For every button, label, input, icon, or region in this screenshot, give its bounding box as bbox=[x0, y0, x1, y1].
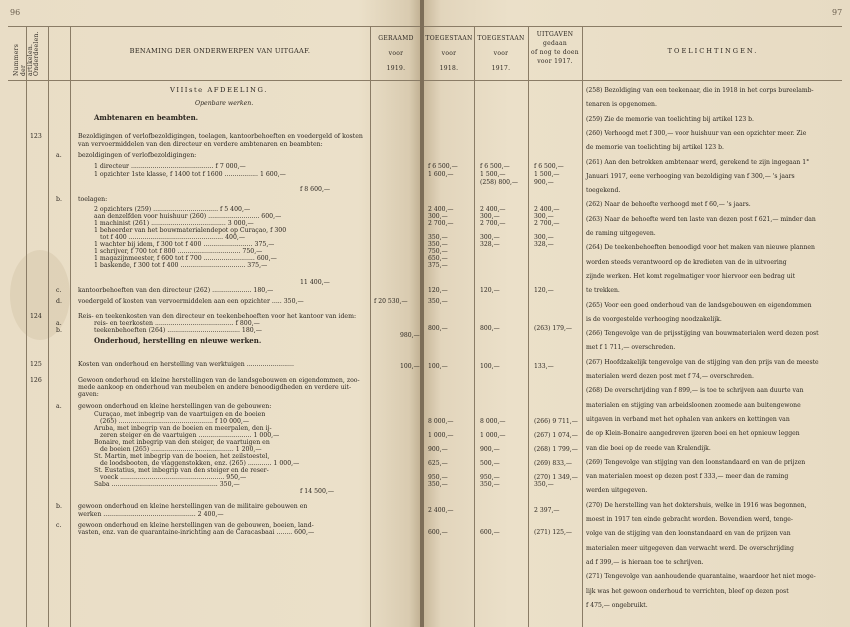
line-item: van vervoermiddelen van den directeur en verdere ambtenaren en beambten: bbox=[78, 141, 323, 148]
line-item: de loodsbooten, de vlaggenstokken, enz. (265) ............ 1 000,— bbox=[100, 460, 300, 467]
toegestaan-1917-value: 328,— bbox=[480, 241, 500, 248]
article-number: 124 bbox=[30, 313, 42, 320]
toegestaan-1917-value: 120,— bbox=[480, 287, 500, 294]
col-header-toegestaan-1917: TOEGESTAAN voor 1917. bbox=[477, 35, 525, 72]
header-bottom-rule bbox=[424, 80, 842, 81]
geraamd-value: f 20 530,— bbox=[374, 298, 408, 305]
line-item: gewoon onderhoud en kleine herstellingen van de gebouwen, boeien, land- bbox=[78, 522, 314, 529]
uitgaven-value: 120,— bbox=[534, 287, 554, 294]
line-item: bezoldigingen of verlofbezoldigingen: bbox=[78, 152, 197, 159]
explanatory-note: lijk was het gewoon onderhoud te verrichten, bleef op dezen post bbox=[586, 587, 789, 595]
toegestaan-1918-value: 100,— bbox=[428, 363, 448, 370]
line-item: de boeien (265) .......................................... 1 200,— bbox=[100, 446, 262, 453]
toegestaan-1917-value: 1 500,— bbox=[480, 171, 506, 178]
toegestaan-1917-value: 900,— bbox=[480, 446, 500, 453]
explanatory-note: uitgaven in verband met het ophalen van ankers en kettingen van bbox=[586, 415, 790, 423]
explanatory-note: de raming uitgegeven. bbox=[586, 230, 656, 237]
explanatory-note: de memorie van toelichting bij artikel 123 b. bbox=[586, 144, 724, 152]
explanatory-note: (263) Naar de behoefte werd ten laste van dezen post f 621,— minder dan bbox=[586, 215, 816, 223]
toegestaan-1917-value: 100,— bbox=[480, 363, 500, 370]
explanatory-note: is de voorgestelde verhooging noodzakelijk. bbox=[586, 315, 722, 323]
line-item: 1 baskende, f 300 tot f 400 ................................. 375,— bbox=[94, 262, 268, 269]
toegestaan-1918-value: f 6 500,— bbox=[428, 163, 458, 170]
toegestaan-1918-value: 950,— bbox=[428, 474, 448, 481]
line-item: Gewoon onderhoud en kleine herstellingen van de landsgebouwen en eigendommen, zoo- bbox=[78, 377, 360, 384]
line-item: 1 wachter bij idem, f 300 tot f 400 ......................... 375,— bbox=[94, 241, 275, 248]
uitgaven-value: (269) 833,— bbox=[534, 460, 572, 467]
section-title: VIIIste AFDEELING. bbox=[170, 86, 268, 94]
explanatory-note: werden uitgegeven. bbox=[586, 487, 648, 495]
uitgaven-value: (271) 125,— bbox=[534, 529, 572, 536]
explanatory-note: (267) Hoofdzakelijk tengevolge van de stijging van den prijs van de meeste bbox=[586, 358, 819, 366]
line-item: vasten, enz. van de quarantaine-inrichting aan de Caracasbaai ........ 600,— bbox=[78, 529, 315, 536]
explanatory-note: (261) Aan den betrokken ambtenaar werd, gerekend te zijn ingegaan 1° bbox=[586, 158, 810, 166]
explanatory-note: materialen en stijging van arbeidsloonen zoomede aan buitengewone bbox=[586, 401, 801, 409]
toegestaan-1917-value: 950,— bbox=[480, 474, 500, 481]
geraamd-value: 100,— bbox=[400, 363, 420, 370]
line-item: 1 beheerder van het bouwmaterialendepot op Curaçao, f 300 bbox=[94, 227, 287, 234]
toegestaan-1918-value: 600,— bbox=[428, 529, 448, 536]
toegestaan-1918-value: 350,— bbox=[428, 241, 448, 248]
explanatory-note: (270) De herstelling van het doktershuis, welke in 1916 was begonnen, bbox=[586, 501, 807, 509]
toegestaan-1918-value: 900,— bbox=[428, 446, 448, 453]
line-item: Reis- en teekenkosten van den directeur en teekenbehoeften voor het kantoor van idem: bbox=[78, 313, 357, 320]
toegestaan-1918-value: 350,— bbox=[428, 481, 448, 488]
toegestaan-1918-value: 1 000,— bbox=[428, 432, 454, 439]
toegestaan-1917-value: 800,— bbox=[480, 325, 500, 332]
explanatory-note: (262) Naar de behoefte verhoogd met f 60,— 's jaars. bbox=[586, 201, 751, 209]
uitgaven-value: 133,— bbox=[534, 363, 554, 370]
explanatory-note: (269) Tengevolge van stijging van den loonstandaard en van de prijzen bbox=[586, 458, 806, 466]
heading-onderhoud: Onderhoud, herstelling en nieuwe werken. bbox=[94, 336, 262, 345]
col-rule bbox=[582, 26, 583, 627]
article-number: 126 bbox=[30, 377, 42, 384]
toegestaan-1917-value: f 6 500,— bbox=[480, 163, 510, 170]
explanatory-note: met f 1 711,— overschreden. bbox=[586, 344, 676, 352]
uitgaven-value: (270) 1 349,— bbox=[534, 474, 578, 481]
explanatory-note: tenaren is opgenomen. bbox=[586, 101, 657, 109]
toegestaan-1917-value: 350,— bbox=[480, 481, 500, 488]
uitgaven-value: 900,— bbox=[534, 179, 554, 186]
toegestaan-1918-value: 120,— bbox=[428, 287, 448, 294]
item-code: b. bbox=[56, 196, 62, 203]
toegestaan-1918-value: 2 400,— bbox=[428, 206, 454, 213]
article-number: 123 bbox=[30, 133, 42, 140]
item-code: c. bbox=[56, 287, 62, 294]
item-code: a. bbox=[56, 403, 62, 410]
article-number: 125 bbox=[30, 361, 42, 368]
col-rule bbox=[474, 26, 475, 627]
col-header-geraamd: GERAAMD voor 1919. bbox=[378, 35, 414, 72]
line-item: werken ............................................... 2 400,— bbox=[78, 511, 224, 518]
uitgaven-value: (266) 9 711,— bbox=[534, 418, 578, 425]
toegestaan-1917-value: 1 000,— bbox=[480, 432, 506, 439]
toegestaan-1917-value: 2 400,— bbox=[480, 206, 506, 213]
explanatory-note: (266) Tengevolge van de prijsstijging van bouwmaterialen werd dezen post bbox=[586, 330, 819, 338]
line-item: Bezoldigingen of verlofbezoldigingen, toelagen, kantoorbehoeften en voedergeld of kosten bbox=[78, 133, 363, 140]
toegestaan-1918-value: 2 400,— bbox=[428, 507, 454, 514]
explanatory-note: Januari 1917, eene verhooging van bezoldiging van f 300,— 's jaars bbox=[586, 172, 795, 180]
right-page bbox=[424, 0, 850, 627]
toegestaan-1918-value: 625,— bbox=[428, 460, 448, 467]
line-item: Curaçao, met inbegrip van de vaartuigen en de boeien bbox=[94, 411, 266, 418]
col-rule bbox=[370, 26, 371, 627]
col-rule bbox=[70, 26, 71, 627]
line-item: kantoorbehoeften van den directeur (262) .................... 180,— bbox=[78, 287, 274, 294]
col-rule bbox=[48, 26, 49, 627]
toegestaan-1917-value: 500,— bbox=[480, 460, 500, 467]
line-item: aan denzelfden voor huishuur (260) .......................... 600,— bbox=[94, 213, 282, 220]
explanatory-note: toegekend. bbox=[586, 187, 621, 195]
explanatory-note: materialen meer uitgegeven dan verwacht werd. De overschrijding bbox=[586, 544, 794, 552]
line-item: 1 schrijver, f 700 tot f 800 ................................ 750,— bbox=[94, 248, 263, 255]
line-item: f 14 500,— bbox=[300, 488, 335, 495]
uitgaven-value: (263) 179,— bbox=[534, 325, 572, 332]
uitgaven-value: 2 400,— bbox=[534, 206, 560, 213]
item-code: a. bbox=[56, 320, 62, 327]
explanatory-note: (260) Verhoogd met f 300,— voor huishuur van een opzichter meer. Zie bbox=[586, 129, 807, 137]
page-number-left: 96 bbox=[10, 8, 21, 17]
line-item: Aruba, met inbegrip van de boeien en meerpalen, den ij- bbox=[94, 425, 272, 432]
line-item: (265) ................................................ f 10 000,— bbox=[100, 418, 250, 425]
col-rule bbox=[528, 26, 529, 627]
explanatory-note: materialen werd dezen post met f 74,— overschreden. bbox=[586, 373, 754, 380]
toegestaan-1918-value: 300,— bbox=[428, 213, 448, 220]
uitgaven-value: 350,— bbox=[534, 481, 554, 488]
line-item: reis- en teerkosten ........................................ f 800,— bbox=[94, 320, 260, 327]
uitgaven-value: 1 500,— bbox=[534, 171, 560, 178]
line-item: toelagen: bbox=[78, 196, 108, 203]
uitgaven-value: 300,— bbox=[534, 234, 554, 241]
toegestaan-1918-value: 650,— bbox=[428, 255, 448, 262]
line-item: 11 400,— bbox=[300, 279, 330, 286]
line-item: 1 directeur .......................................... f 7 000,— bbox=[94, 163, 246, 170]
left-page bbox=[0, 0, 422, 627]
toegestaan-1917-value: 8 000,— bbox=[480, 418, 506, 425]
uitgaven-value: 300,— bbox=[534, 213, 554, 220]
line-item: Kosten van onderhoud en herstelling van werktuigen ........................ bbox=[78, 361, 294, 368]
item-code: a. bbox=[56, 152, 62, 159]
line-item: tot f 400 ................................................ 400,— bbox=[100, 234, 246, 241]
explanatory-note: (264) De teekenbehoeften benoodigd voor het maken van nieuwe plannen bbox=[586, 244, 815, 252]
line-item: teekenbehoeften (264) ..................................... 180,— bbox=[94, 327, 262, 334]
toegestaan-1917-value: 300,— bbox=[480, 213, 500, 220]
col-header-uitgaven: UITGAVEN gedaan of nog te doen voor 1917. bbox=[531, 31, 579, 65]
line-item: gewoon onderhoud en kleine herstellingen van de militaire gebouwen en bbox=[78, 503, 308, 510]
line-item: St. Eustatius, met inbegrip van den steiger en de reser- bbox=[94, 467, 269, 474]
explanatory-note: (258) Bezoldiging van een teekenaar, die in 1918 in het corps bureelamb- bbox=[586, 87, 814, 94]
line-item: gaven: bbox=[78, 391, 99, 398]
col-header-toegestaan-1918: TOEGESTAAN voor 1918. bbox=[425, 35, 473, 72]
explanatory-note: f 475,— ongebruikt. bbox=[586, 601, 648, 609]
item-code: b. bbox=[56, 503, 62, 510]
toegestaan-1918-value: 1 600,— bbox=[428, 171, 454, 178]
line-item: Bonaire, met inbegrip van den steiger, de vaartuigen en bbox=[94, 439, 270, 446]
toegestaan-1918-value: 8 000,— bbox=[428, 418, 454, 425]
toegestaan-1917-value: 600,— bbox=[480, 529, 500, 536]
explanatory-note: te trekken. bbox=[586, 287, 620, 295]
header-top-rule bbox=[424, 26, 842, 27]
uitgaven-value: 2 397,— bbox=[534, 507, 560, 514]
line-item: St. Martin, met inbegrip van de boeien, het zeilstoestel, bbox=[94, 453, 270, 460]
heading-ambtenaren: Ambtenaren en beambten. bbox=[94, 113, 199, 122]
explanatory-note: de op Klein-Bonaire aangedreven ijzeren boei en het opnieuw leggen bbox=[586, 430, 800, 438]
page-number-right: 97 bbox=[832, 8, 843, 17]
line-item: gewoon onderhoud en kleine herstellingen van de gebouwen: bbox=[78, 403, 272, 410]
section-subtitle: Openbare werken. bbox=[195, 100, 254, 107]
explanatory-note: (259) Zie de memorie van toelichting bij artikel 123 b. bbox=[586, 115, 754, 123]
explanatory-note: (271) Tengevolge van aanhoudende quarantaine, waardoor het niet moge- bbox=[586, 573, 816, 581]
line-item: 1 machinist (261) ...................................... 3 000,— bbox=[94, 220, 254, 227]
line-item: 1 opzichter 1ste klasse, f 1400 tot f 1600 ................. 1 600,— bbox=[94, 171, 286, 178]
col-header-benaming: BENAMING DER ONDERWERPEN VAN UITGAAF. bbox=[129, 47, 311, 55]
col-header-onderdeelen: Onderdeelen. bbox=[33, 31, 40, 76]
uitgaven-value: 328,— bbox=[534, 241, 554, 248]
explanatory-note: zijnde werken. Het komt regelmatiger voor hiervoor een bedrag uit bbox=[586, 272, 796, 280]
line-item: voeck ..................................................... 950,— bbox=[100, 474, 247, 481]
explanatory-note: (265) Voor een goed onderhoud van de landsgebouwen en eigendommen bbox=[586, 301, 812, 309]
explanatory-note: worden steeds verantwoord op de kredieten van de in uitvoering bbox=[586, 258, 787, 266]
uitgaven-value: (268) 1 799,— bbox=[534, 446, 578, 453]
toegestaan-1918-value: 800,— bbox=[428, 325, 448, 332]
line-item: zeren steiger en de vaartuigen ........................... 1 000,— bbox=[100, 432, 280, 439]
toegestaan-1918-value: 750,— bbox=[428, 248, 448, 255]
toegestaan-1918-value: 2 700,— bbox=[428, 220, 454, 227]
col-rule bbox=[26, 26, 27, 627]
line-item: voedergeld of kosten van vervoermiddelen aan een opzichter ..... 350,— bbox=[78, 298, 304, 305]
item-code: d. bbox=[56, 298, 62, 305]
explanatory-note: van die boei op de reede van Kralendijk. bbox=[586, 444, 711, 452]
geraamd-value: 980,— bbox=[400, 332, 420, 339]
line-item: f 8 600,— bbox=[300, 186, 331, 193]
explanatory-note: volge van de stijging van den loonstandaard en van de prijzen van bbox=[586, 530, 791, 538]
uitgaven-value: 2 700,— bbox=[534, 220, 560, 227]
toegestaan-1918-value: 375,— bbox=[428, 262, 448, 269]
col-header-nummers: Nummers der artikelen. bbox=[13, 43, 34, 76]
explanatory-note: ad f 399,— is hieraan toe te schrijven. bbox=[586, 558, 704, 566]
line-item: Saba ...................................................... 350,— bbox=[94, 481, 240, 488]
line-item: 2 opzichters (259) ................................. f 5 400,— bbox=[94, 206, 251, 213]
line-item: 1 magazijnmeester, f 600 tot f 700 .......................... 600,— bbox=[94, 255, 277, 262]
toegestaan-1917-value: 300,— bbox=[480, 234, 500, 241]
line-item: mede aankoop en onderhoud van meubelen en andere benoodigdheden en verdere uit- bbox=[78, 384, 352, 391]
explanatory-note: moest in 1917 ten einde gebracht worden. Bovendien werd, tenge- bbox=[586, 516, 793, 523]
item-code: c. bbox=[56, 522, 62, 529]
toegestaan-1918-value: 350,— bbox=[428, 234, 448, 241]
explanatory-note: (268) De overschrijding van f 899,— is toe te schrijven aan duurte van bbox=[586, 387, 804, 395]
explanatory-note: van materialen moest op dezen post f 333,— meer dan de raming bbox=[586, 473, 789, 481]
col-header-toelichtingen: TOELICHTINGEN. bbox=[667, 47, 759, 55]
toegestaan-1917-value: (258) 800,— bbox=[480, 179, 518, 186]
uitgaven-value: (267) 1 074,— bbox=[534, 432, 578, 439]
toegestaan-1918-value: 350,— bbox=[428, 298, 448, 305]
toegestaan-1917-value: 2 700,— bbox=[480, 220, 506, 227]
uitgaven-value: f 6 500,— bbox=[534, 163, 564, 170]
item-code: b. bbox=[56, 327, 62, 334]
